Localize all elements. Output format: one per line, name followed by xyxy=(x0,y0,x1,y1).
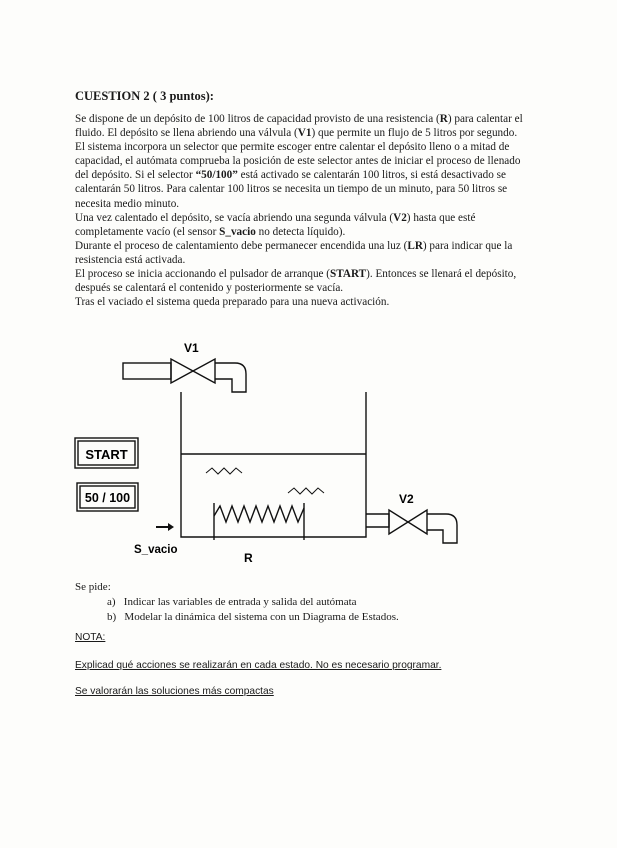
statement-paragraph: Se dispone de un depósito de 100 litros de capacidad provisto de una resistencia (R) para calentar el fluido. El depósito se llena abriendo una válvula (V1) que permite un flujo de 5 litros por segundo. El sistema incorpora un selector que permite escoger entre calentar el depósito lleno o a mitad de capacidad, el autómata comprueba la posición de este selector antes de iniciar el proceso de llenado del depósito. Si el selector “50/100” está activado se calentarán 100 litros, si está desactivado se calentarán 50 litros. Para calentar 100 litros se necesita un tiempo de un minuto, para 50 litros se necesita medio minuto. xyxy=(75,113,523,210)
list-item: b) Modelar la dinámica del sistema con un Diagrama de Estados. xyxy=(107,611,399,623)
liquid-ripple xyxy=(288,488,324,494)
tank xyxy=(181,392,366,537)
requested-list xyxy=(75,595,399,624)
sensor-arrow-icon xyxy=(156,523,174,531)
statement-paragraph: Tras el vaciado el sistema queda preparado para una nueva activación. xyxy=(75,296,390,309)
statement-paragraph: El proceso se inicia accionando el pulsador de arranque (START). Entonces se llenará el depósito, después se calentará el contenido y posteriormente se vacía. xyxy=(75,268,517,295)
note-line-actions: Explicad qué acciones se realizarán en cada estado. No es necesario programar. xyxy=(75,660,442,671)
liquid-ripple xyxy=(206,468,242,474)
statement-paragraph: Una vez calentado el depósito, se vacía abriendo una segunda válvula (V2) hasta que esté completamente vacío (el sensor S_vacio no detecta líquido). xyxy=(75,211,476,238)
start-label: START xyxy=(85,447,128,462)
v2-label: V2 xyxy=(399,492,414,506)
sensor-label: S_vacio xyxy=(134,544,178,556)
heating-resistance xyxy=(214,503,304,540)
selector-label: 50 / 100 xyxy=(84,491,131,505)
statement-paragraph: Durante el proceso de calentamiento debe permanecer encendida una luz (LR) para indicar que la resistencia está activada. xyxy=(75,239,513,266)
problem-statement xyxy=(75,112,525,309)
list-item: a) Indicar las variables de entrada y salida del autómata xyxy=(107,596,357,608)
note-line-compact: Se valorarán las soluciones más compactas xyxy=(75,686,274,697)
note-title: NOTA: xyxy=(75,632,106,643)
question-heading: CUESTION 2 ( 3 puntos): xyxy=(75,89,214,103)
inlet-valve-v1 xyxy=(123,359,246,392)
requested-section xyxy=(75,580,399,625)
requested-intro: Se pide: xyxy=(75,581,111,593)
v1-label: V1 xyxy=(184,341,199,355)
resistance-label: R xyxy=(244,551,253,565)
outlet-valve-v2 xyxy=(366,510,457,543)
tank-system-diagram xyxy=(0,330,617,580)
